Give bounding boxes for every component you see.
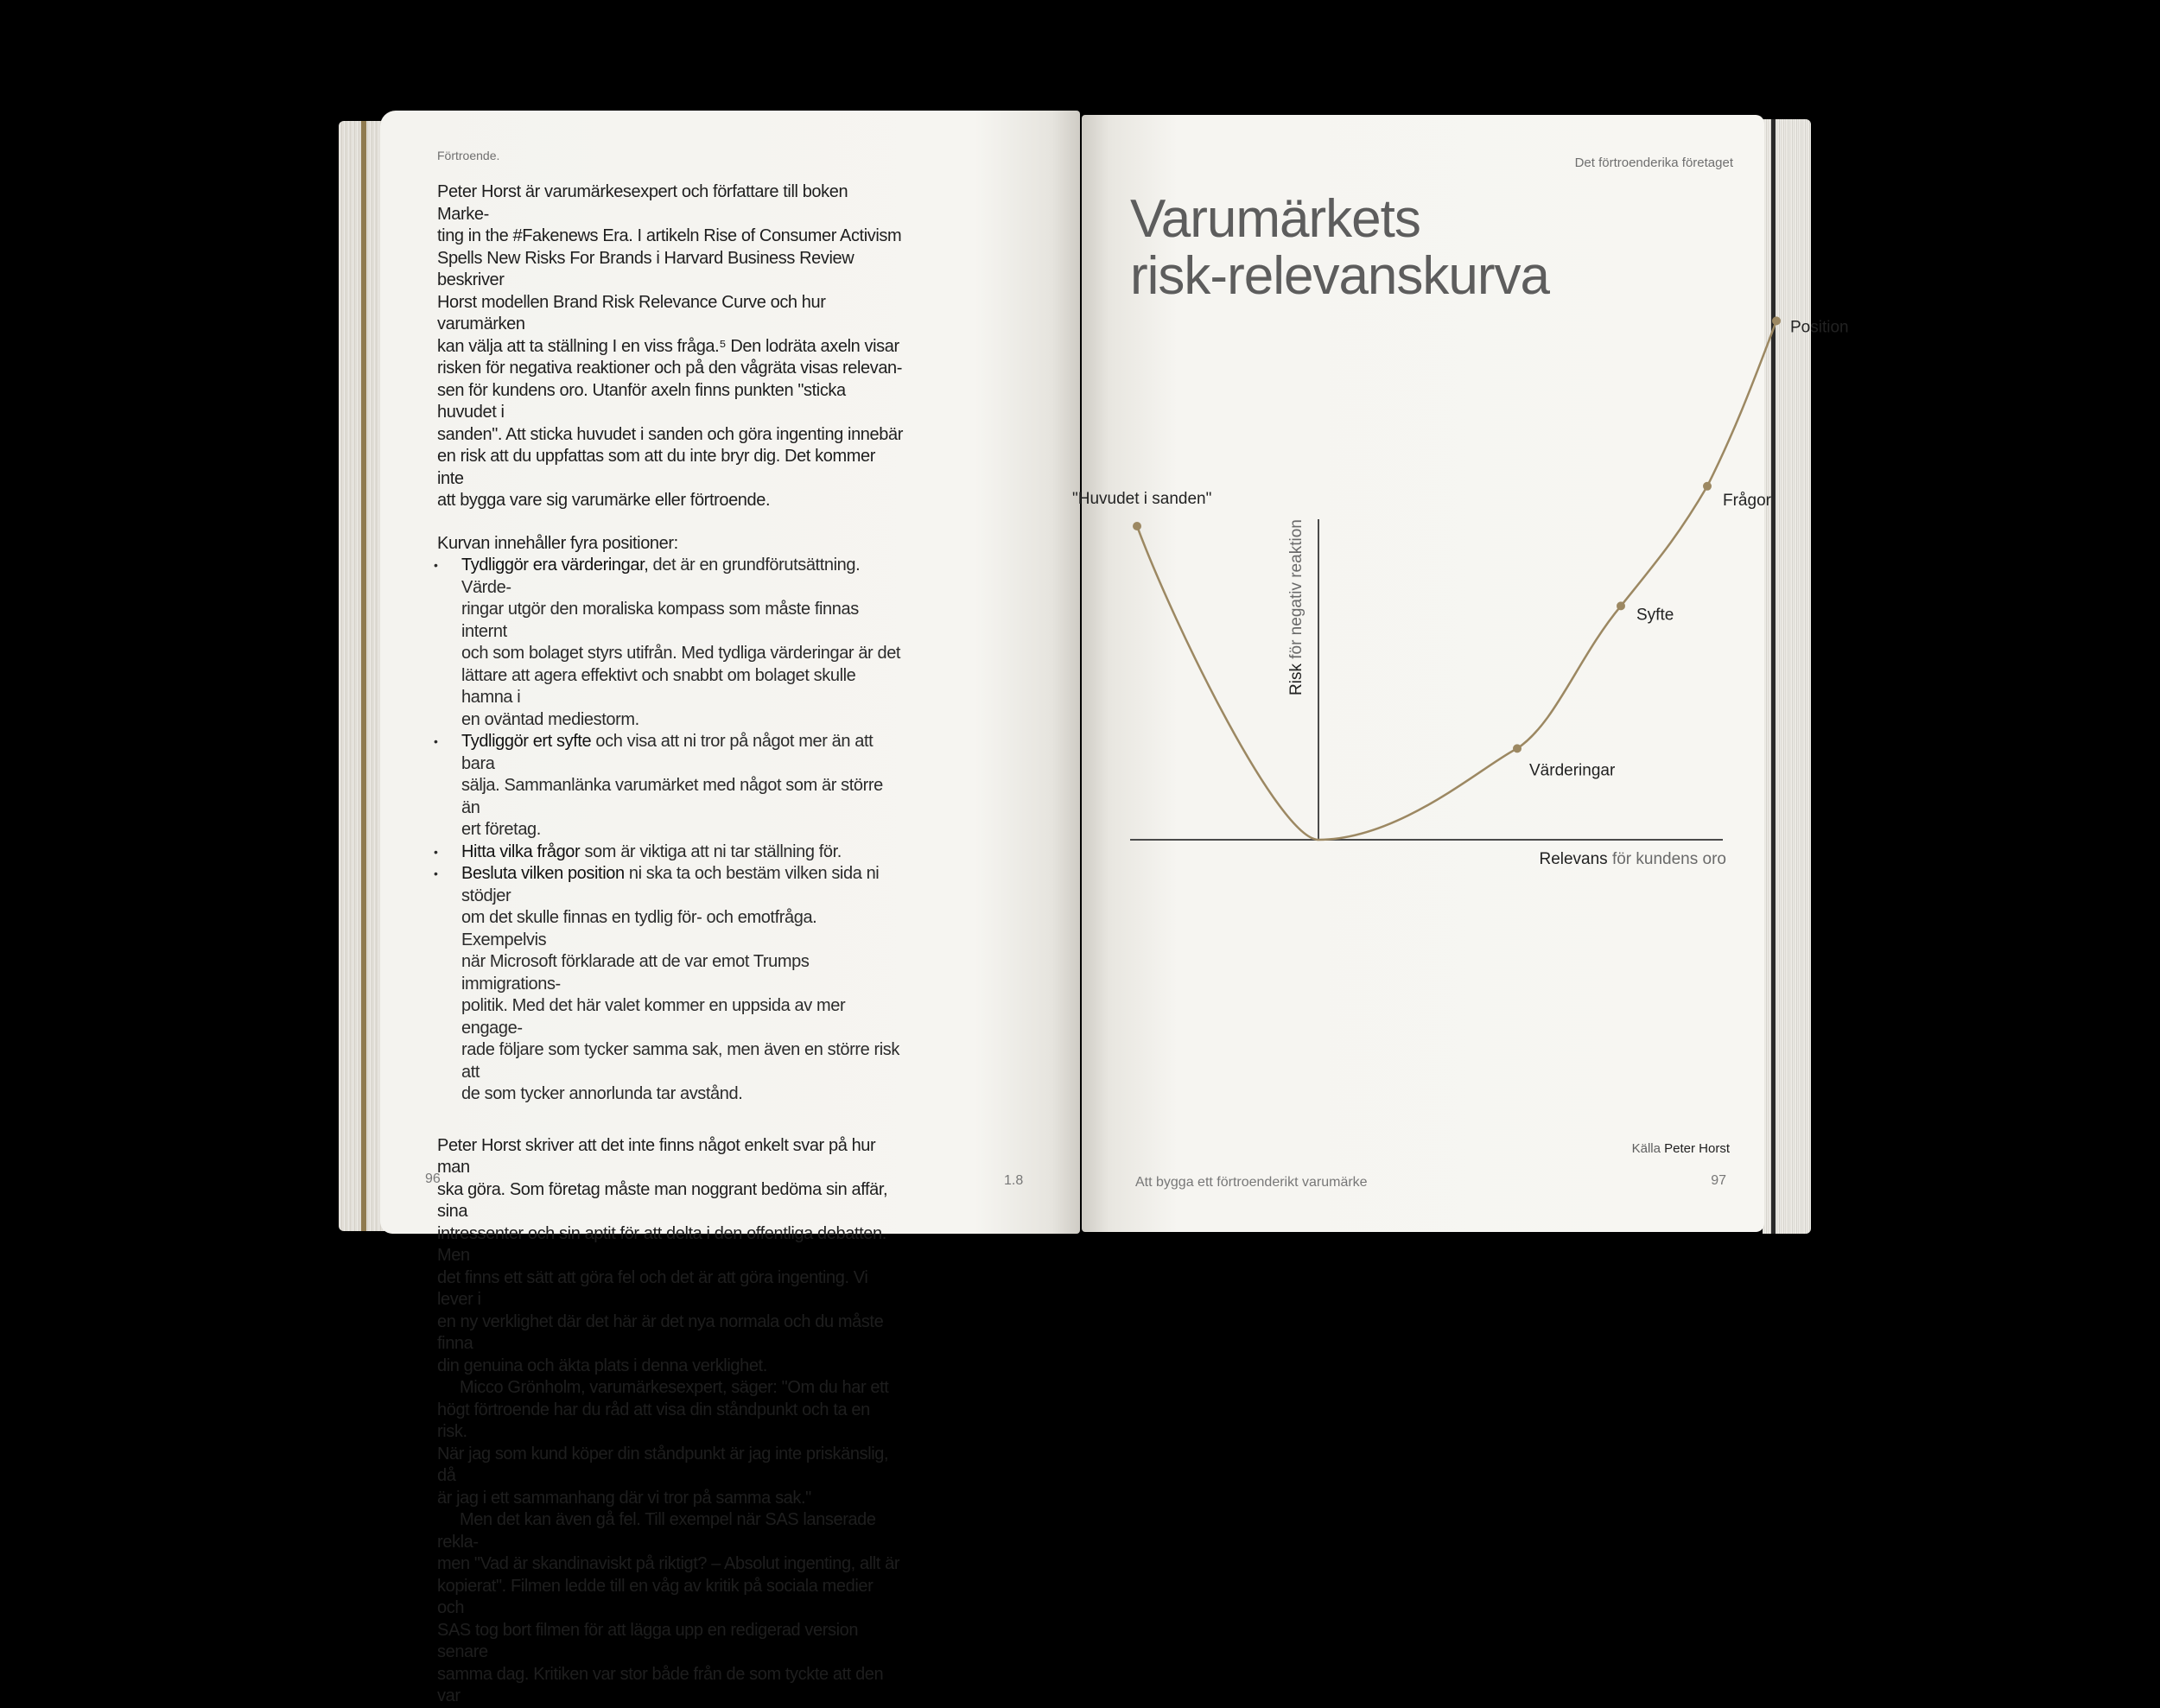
paragraph-sas	[437, 1509, 904, 1708]
list-item	[437, 841, 904, 864]
page-edge-gold-band	[361, 121, 366, 1231]
positions-list	[437, 555, 904, 1106]
x-axis-label-rest: för kundens oro	[1607, 850, 1726, 868]
text-line: om det skulle finnas en tydlig för- och emotfråga. Exempelvis	[461, 908, 817, 949]
running-header-left: Förtroende.	[437, 149, 500, 162]
text-line: Peter Horst är varumärkesexpert och författare till boken Marke-	[437, 182, 848, 224]
text-line: Peter Horst skriver att det inte finns något enkelt svar på hur man	[437, 1135, 876, 1177]
text-line: När jag som kund köper din ståndpunkt är jag inte priskänslig, då	[437, 1444, 889, 1485]
text-line: en oväntad mediestorm.	[461, 709, 639, 729]
text-line: din genuina och äkta plats i denna verklighet.	[437, 1356, 767, 1375]
paragraph-gronholm	[437, 1377, 904, 1509]
title-line-2: risk-relevanskurva	[1130, 246, 1550, 306]
text-line: Men det kan även gå fel. Till exempel när SAS lanserade rekla-	[437, 1510, 876, 1552]
risk-relevance-curve	[1137, 321, 1776, 840]
bullet-lead: Tydliggör era värderingar,	[461, 556, 649, 575]
text-line: sälja. Sammanlänka varumärket med något som är större än	[461, 776, 883, 817]
paragraph-intro	[437, 181, 904, 512]
chapter-number: 1.8	[1004, 1173, 1024, 1188]
curve-point-marker	[1772, 316, 1781, 325]
right-page	[1072, 115, 1849, 1232]
text-line: att bygga vare sig varumärke eller förtroende.	[437, 491, 771, 510]
running-header-right: Det förtroenderika företaget	[1574, 156, 1733, 170]
bullet-lead: Besluta vilken position	[461, 864, 625, 883]
bullet-lead: Hitta vilka frågor	[461, 841, 581, 861]
y-axis-label-strong: Risk	[1287, 664, 1306, 695]
text-line: lättare att agera effektivt och snabbt om bolaget skulle hamna i	[461, 665, 856, 707]
running-footer-right: Att bygga ett förtroenderikt varumärke	[1135, 1175, 1368, 1190]
bullet-rest: ni ska ta och bestäm vilken sida ni stödjer	[461, 864, 880, 905]
text-line: är jag i ett sammanhang där vi tror på samma sak."	[437, 1488, 811, 1508]
text-line: kan välja att ta ställning I en viss fråga.⁵ Den lodräta axeln visar	[437, 336, 899, 356]
text-line: Spells New Risks For Brands i Harvard Business Review beskriver	[437, 248, 854, 289]
list-item	[437, 731, 904, 841]
text-line: ting in the #Fakenews Era. I artikeln Rise of Consumer Activism	[437, 226, 902, 245]
source-credit	[1632, 1141, 1730, 1156]
x-axis-label	[1539, 850, 1726, 868]
text-line	[461, 842, 842, 861]
curve-point-label: Frågor	[1723, 491, 1771, 510]
curve-points	[1072, 316, 1849, 779]
text-line: ringar utgör den moraliska kompass som måste finnas internt	[461, 600, 859, 641]
left-page	[380, 111, 1080, 1705]
text-line: SAS tog bort filmen för att lägga upp en redigerad version senare	[437, 1620, 859, 1661]
risk-relevance-diagram	[1072, 115, 1849, 1232]
y-axis-label-rest: för negativ reaktion	[1287, 519, 1306, 664]
text-line	[461, 864, 879, 905]
text-line: sanden". Att sticka huvudet i sanden och göra ingenting innebär	[437, 424, 903, 444]
text-line: en risk att du uppfattas som att du inte bryr dig. Det kommer inte	[437, 447, 875, 488]
text-line: men "Vad är skandinaviskt på riktigt? – Absolut ingenting, allt är	[437, 1554, 900, 1573]
text-line: de som tycker annorlunda tar avstånd.	[461, 1084, 743, 1103]
page-edges-right	[1763, 119, 1811, 1234]
page-edge-dark-band	[1771, 119, 1776, 1234]
curve-point-label: "Huvudet i sanden"	[1072, 490, 1212, 508]
list-item	[437, 555, 904, 731]
text-line: risken för negativa reaktioner och på den vågräta visas relevan-	[437, 359, 903, 378]
bullet-rest: det är en grundförutsättning. Värde-	[461, 556, 861, 597]
y-axis-label	[1287, 519, 1306, 695]
bullet-rest: och visa att ni tror på något mer än att bara	[461, 732, 874, 773]
spacer	[437, 512, 904, 533]
title-line-1: Varumärkets	[1130, 189, 1420, 249]
list-intro: Kurvan innehåller fyra positioner:	[437, 533, 678, 553]
curve-point-marker	[1133, 522, 1141, 530]
text-line: politik. Med det här valet kommer en uppsida av mer engage-	[461, 996, 846, 1038]
list-item	[437, 863, 904, 1106]
text-line: Horst modellen Brand Risk Relevance Curve och hur varumärken	[437, 292, 826, 333]
curve-point-marker	[1617, 601, 1625, 610]
source-prefix: Källa	[1631, 1141, 1661, 1156]
text-line	[461, 556, 860, 597]
curve-point-label: Syfte	[1636, 606, 1674, 625]
text-line: det finns ett sätt att göra fel och det är att göra ingenting. Vi lever i	[437, 1267, 868, 1309]
spacer	[437, 1106, 904, 1135]
text-line: ska göra. Som företag måste man noggrant bedöma sin affär, sina	[437, 1179, 888, 1221]
text-line: och som bolaget styrs utifrån. Med tydliga värderingar är det	[461, 644, 901, 663]
page-number-right: 97	[1711, 1173, 1726, 1188]
page-number-left: 96	[425, 1171, 441, 1186]
text-line: en ny verklighet där det här är det nya normala och du måste finna	[437, 1311, 884, 1353]
text-line: rade följare som tycker samma sak, men även en större risk att	[461, 1040, 899, 1082]
text-line: sen för kundens oro. Utanför axeln finns punkten "sticka huvudet i	[437, 380, 846, 422]
text-line: Micco Grönholm, varumärkesexpert, säger: "Om du har ett	[460, 1378, 889, 1397]
x-axis-label-strong: Relevans	[1539, 850, 1608, 868]
text-line: högt förtroende har du råd att visa din ståndpunkt och ta en risk.	[437, 1400, 870, 1441]
text-line: när Microsoft förklarade att de var emot Trumps immigrations-	[461, 952, 810, 994]
text-line	[461, 732, 873, 773]
text-line: ert företag.	[461, 820, 541, 839]
curve-point-label: Värderingar	[1529, 761, 1616, 780]
source-name: Peter Horst	[1664, 1141, 1730, 1156]
text-line: kopierat". Filmen ledde till en våg av kritik på sociala medier och	[437, 1576, 874, 1617]
curve-point-label: Position	[1790, 318, 1849, 337]
text-line: intressenter och sin aptit för att delta i den offentliga debatten. Men	[437, 1223, 886, 1265]
text-line: samma dag. Kritiken var stor både från de som tyckte att den var	[437, 1664, 884, 1705]
paragraph-horst	[437, 1135, 904, 1378]
left-body-text	[437, 181, 904, 1708]
bullet-lead: Tydliggör ert syfte	[461, 732, 592, 751]
bullet-rest: som är viktiga att ni tar ställning för.	[580, 841, 842, 861]
curve-point-marker	[1703, 482, 1712, 491]
curve-point-marker	[1513, 744, 1522, 752]
